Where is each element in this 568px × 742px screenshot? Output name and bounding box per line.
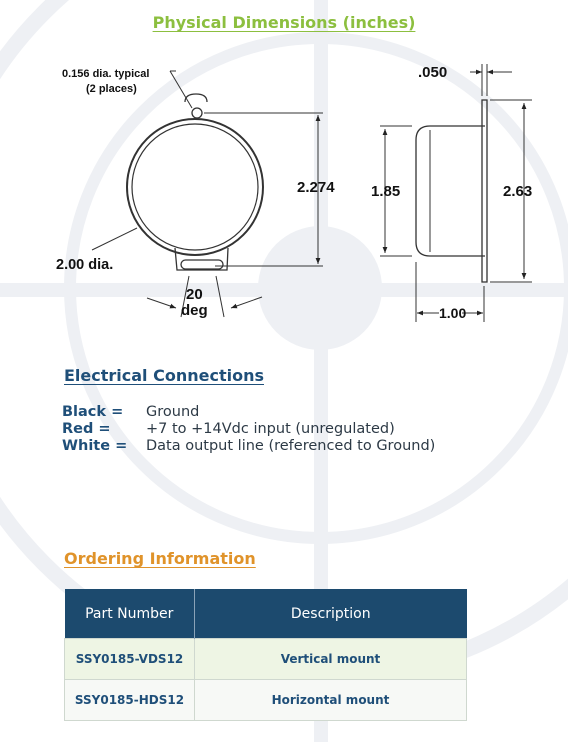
- front-view: [127, 94, 263, 270]
- description-cell: Horizontal mount: [195, 680, 467, 721]
- angle-value-label: 20: [186, 286, 203, 303]
- flange-thickness-label: .050: [418, 64, 448, 81]
- wire-function: Ground: [146, 404, 200, 420]
- wire-label: White =: [62, 438, 128, 454]
- column-header-part-number: Part Number: [65, 589, 195, 639]
- column-header-description: Description: [195, 589, 467, 639]
- wire-function: Data output line (referenced to Ground): [146, 438, 436, 454]
- depth-label: 1.00: [439, 305, 467, 321]
- body-height-label: 1.85: [371, 183, 401, 200]
- connection-row-black: [62, 404, 435, 421]
- table-row: [65, 680, 467, 721]
- table-header-row: [65, 589, 467, 639]
- wire-label: Black =: [62, 404, 124, 420]
- angle-unit-label: deg: [181, 302, 208, 319]
- hole-dia-label: 0.156 dia. typical: [62, 68, 150, 80]
- ordering-table: [64, 589, 467, 721]
- connection-row-white: [62, 438, 435, 455]
- description-cell: Vertical mount: [195, 639, 467, 680]
- diameter-label: 2.00 dia.: [56, 257, 114, 273]
- dimension-drawing: [0, 45, 568, 335]
- flange-height-label: 2.63: [503, 183, 533, 200]
- table-row: [65, 639, 467, 680]
- wire-label: Red =: [62, 421, 111, 437]
- wire-function: +7 to +14Vdc input (unregulated): [146, 421, 395, 437]
- connection-list: [62, 404, 435, 455]
- electrical-connections-title: Electrical Connections: [64, 366, 264, 385]
- hole-places-label: (2 places): [86, 83, 137, 95]
- physical-dimensions-title: Physical Dimensions (inches): [152, 13, 416, 32]
- part-number-cell: SSY0185-VDS12: [65, 639, 195, 680]
- side-view: [416, 100, 487, 282]
- connection-row-red: [62, 421, 435, 438]
- ordering-information-title: Ordering Information: [64, 549, 256, 568]
- part-number-cell: SSY0185-HDS12: [65, 680, 195, 721]
- overall-height-label: 2.274: [297, 179, 335, 196]
